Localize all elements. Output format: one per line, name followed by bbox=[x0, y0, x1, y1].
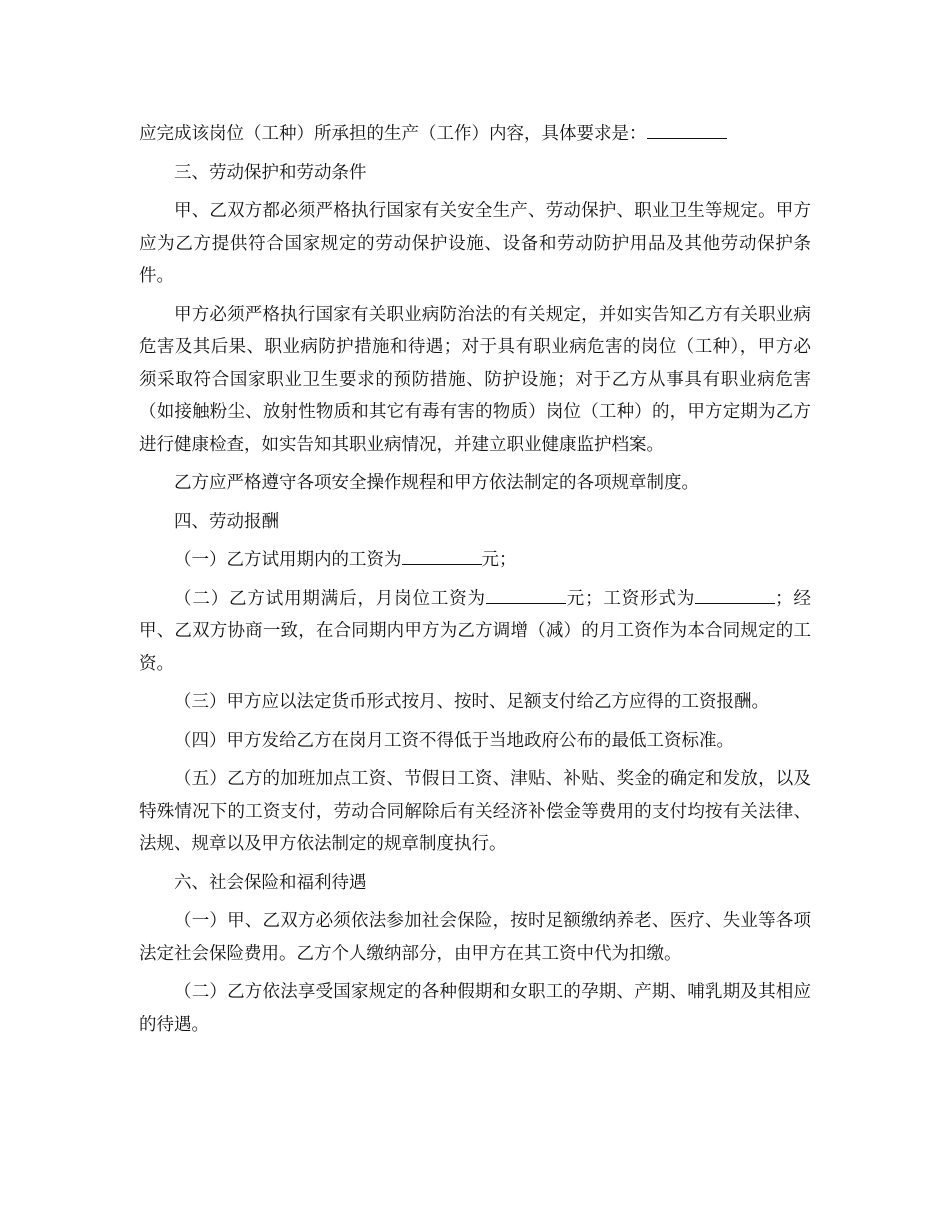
section-4-item-3: （三）甲方应以法定货币形式按月、按时、足额支付给乙方应得的工资报酬。 bbox=[174, 692, 769, 712]
job-requirements-text: 应完成该岗位（工种）所承担的生产（工作）内容，具体要求是： bbox=[139, 124, 647, 144]
section-6-item-2: （二）乙方依法享受国家规定的各种假期和女职工的孕期、产期、哺乳期及其相应的待遇。 bbox=[139, 982, 811, 1035]
section-4-item-5: （五）乙方的加班加点工资、节假日工资、津贴、补贴、奖金的确定和发放，以及特殊情况下的工资支付，劳动合同解除后有关经济补偿金等费用的支付均按有关法律、法规、规章以及甲方依法制定的规章制度执行。 bbox=[139, 769, 811, 854]
section-3-title: 三、劳动保护和劳动条件 bbox=[174, 162, 367, 183]
section-4-item-1 bbox=[139, 544, 811, 577]
section-4-title: 四、劳动报酬 bbox=[174, 511, 279, 532]
document-body bbox=[139, 118, 811, 1041]
requirements-blank[interactable] bbox=[647, 120, 727, 139]
section-4-item-4: （四）甲方发给乙方在岗月工资不得低于当地政府公布的最低工资标准。 bbox=[174, 730, 734, 751]
wage-form-blank[interactable] bbox=[695, 585, 775, 604]
wage-adjust-text: ；经甲、乙双方协商一致，在合同期内甲方为乙方调增（减）的月工资作为本合同规定的工资。 bbox=[139, 588, 812, 674]
section-4-item-2 bbox=[139, 583, 811, 681]
paragraph-job-requirements bbox=[139, 118, 811, 151]
section-3-paragraph-1: 甲、乙双方都必须严格执行国家有关安全生产、劳动保护、职业卫生等规定。甲方应为乙方提供符合国家规定的劳动保护设施、设备和劳动防护用品及其他劳动保护条件。 bbox=[139, 201, 811, 286]
monthly-wage-blank[interactable] bbox=[486, 585, 566, 604]
monthly-wage-label: （二）乙方试用期满后，月岗位工资为 bbox=[174, 588, 486, 609]
section-3-paragraph-3: 乙方应严格遵守各项安全操作规程和甲方依法制定的各项规章制度。 bbox=[174, 473, 699, 493]
section-6-title: 六、社会保险和福利待遇 bbox=[174, 872, 367, 893]
section-6-item-1: （一）甲、乙双方必须依法参加社会保险，按时足额缴纳养老、医疗、失业等各项法定社会保险费用。乙方个人缴纳部分，由甲方在其工资中代为扣缴。 bbox=[139, 911, 811, 964]
probation-wage-unit: 元； bbox=[481, 550, 517, 570]
wage-form-label: 元；工资形式为 bbox=[565, 588, 696, 609]
probation-wage-blank[interactable] bbox=[402, 546, 482, 565]
section-3-paragraph-2: 甲方必须严格执行国家有关职业病防治法的有关规定，并如实告知乙方有关职业病危害及其后果、职业病防护措施和待遇；对于具有职业病危害的岗位（工种），甲方必须采取符合国家职业卫生要求的预防措施、防护设施；对于乙方从事具有职业病危害（如接触粉尘、放射性物质和其它有毒有害的物质）岗位（工种）的，甲方定期为乙方进行健康检查，如实告知其职业病情况，并建立职业健康监护档案。 bbox=[139, 304, 811, 455]
probation-wage-label: （一）乙方试用期内的工资为 bbox=[174, 550, 402, 570]
